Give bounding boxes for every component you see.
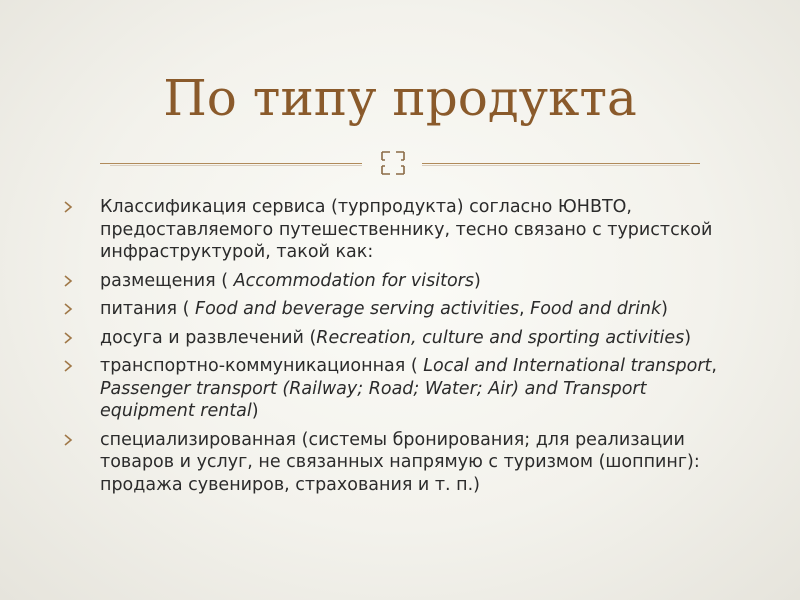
divider-ornament-icon [379, 148, 407, 178]
bullet-text-english: Recreation, culture and sporting activities [316, 327, 685, 348]
bullet-text: ) [661, 299, 668, 319]
bullet-text-english: Food and drink [530, 299, 662, 319]
bullet-icon [62, 359, 74, 373]
divider-shadow-right [422, 165, 690, 166]
bullet-icon [62, 302, 74, 316]
bullet-text: питания ( [100, 299, 196, 319]
bullet-text-english: Accommodation for visitors [233, 270, 474, 291]
divider-line-right [422, 163, 700, 164]
bullet-text-english: Local and International transport [423, 356, 712, 376]
bullet-text: Классификация сервиса (турпродукта) согласно ЮНВТО, предоставляемого путешественнику, тесно связано с туристской инфраструктурой, такой как: [100, 197, 713, 262]
bullet-text: ) [251, 401, 259, 421]
bullet-text-english: Food and beverage serving activities [195, 299, 519, 319]
bullet-text: размещения ( [100, 270, 234, 291]
bullet-item [60, 270, 720, 293]
bullet-text: транспортно-коммуникационная ( [100, 356, 424, 376]
bullet-text: специализированная (системы бронирования; для реализации товаров и услуг, не связанных напрямую с туризмом (шоппинг): продажа сувениров, страхования и т. п.) [100, 429, 700, 495]
bullet-text: ) [474, 270, 481, 291]
bullet-icon [62, 433, 74, 447]
bullet-list [60, 196, 720, 496]
title-divider [100, 148, 700, 178]
divider-shadow-left [110, 165, 362, 166]
bullet-item [60, 298, 720, 321]
bullet-item [60, 429, 720, 497]
bullet-item [60, 196, 720, 264]
bullet-text: , [518, 299, 531, 319]
bullet-text: досуга и развлечений ( [100, 327, 317, 348]
bullet-item [60, 355, 720, 423]
bullet-icon [62, 331, 74, 345]
divider-line-left [100, 163, 362, 164]
bullet-icon [62, 274, 74, 288]
slide-content [60, 196, 720, 502]
bullet-item [60, 327, 720, 350]
slide-title: По типу продукта [163, 69, 637, 127]
bullet-text: ) [684, 327, 692, 348]
bullet-text-english: Passenger transport (Railway; Road; Water; Air) and Transport equipment rental [100, 378, 647, 421]
bullet-text: , [711, 356, 717, 376]
bullet-icon [62, 200, 74, 214]
